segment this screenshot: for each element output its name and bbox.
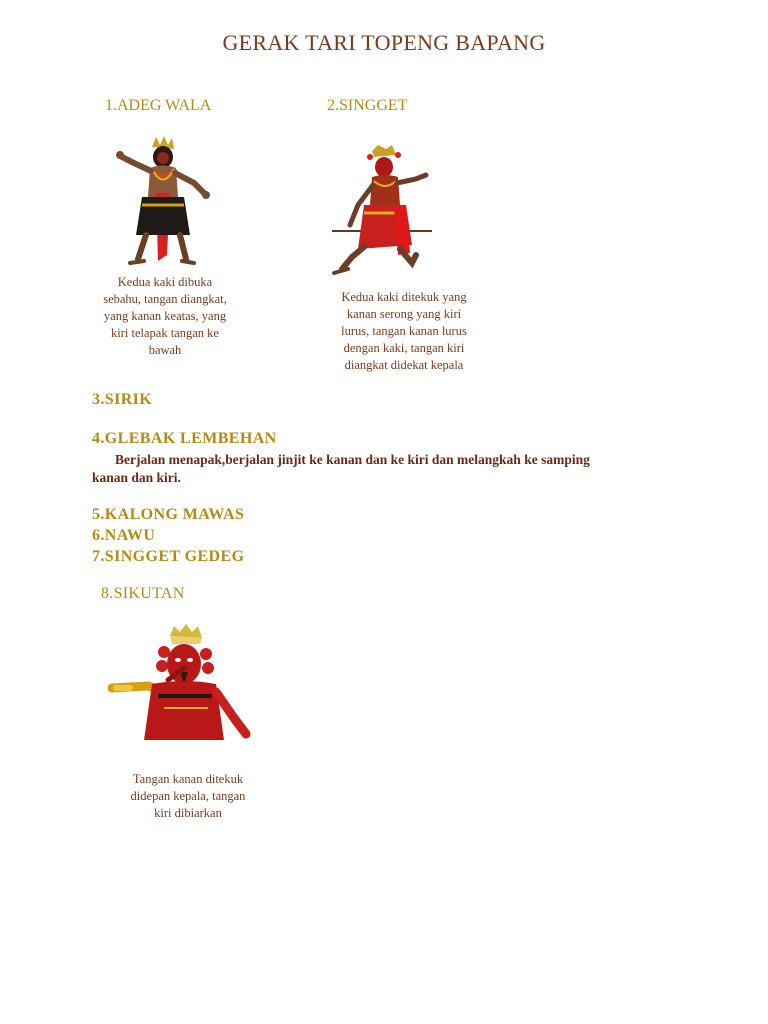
move-8-heading: 8.SIKUTAN xyxy=(101,585,185,602)
page-title: GERAK TARI TOPENG BAPANG xyxy=(222,30,546,55)
move-2-caption: Kedua kaki ditekuk yang kanan serong yang kiri lurus, tangan kanan lurus dengan kaki, tangan kiri diangkat didekat kepala xyxy=(341,290,467,372)
move-3-heading: 3.SIRIK xyxy=(92,391,153,408)
move-5-heading: 5.KALONG MAWAS xyxy=(92,506,245,523)
move-1-caption: Kedua kaki dibuka sebahu, tangan diangkat, yang kanan keatas, yang kiri telapak tangan ke bawah xyxy=(103,275,227,357)
dancer-adeg-wala-image xyxy=(112,135,212,270)
move-7-heading: 7.SINGGET GEDEG xyxy=(92,548,245,565)
dancer-sikutan-image xyxy=(108,622,253,742)
move-1-heading: 1.ADEG WALA xyxy=(105,97,212,114)
move-4-heading: 4.GLEBAK LEMBEHAN xyxy=(92,430,277,447)
move-4-description-line2: kanan dan kiri. xyxy=(92,470,181,485)
dancer-singget-image xyxy=(328,145,438,280)
move-2-heading: 2.SINGGET xyxy=(327,97,408,114)
move-6-heading: 6.NAWU xyxy=(92,527,156,544)
move-8-caption: Tangan kanan ditekuk didepan kepala, tangan kiri dibiarkan xyxy=(130,772,246,820)
move-4-description-line1: Berjalan menapak,berjalan jinjit ke kanan dan ke kiri dan melangkah ke samping xyxy=(115,452,590,467)
